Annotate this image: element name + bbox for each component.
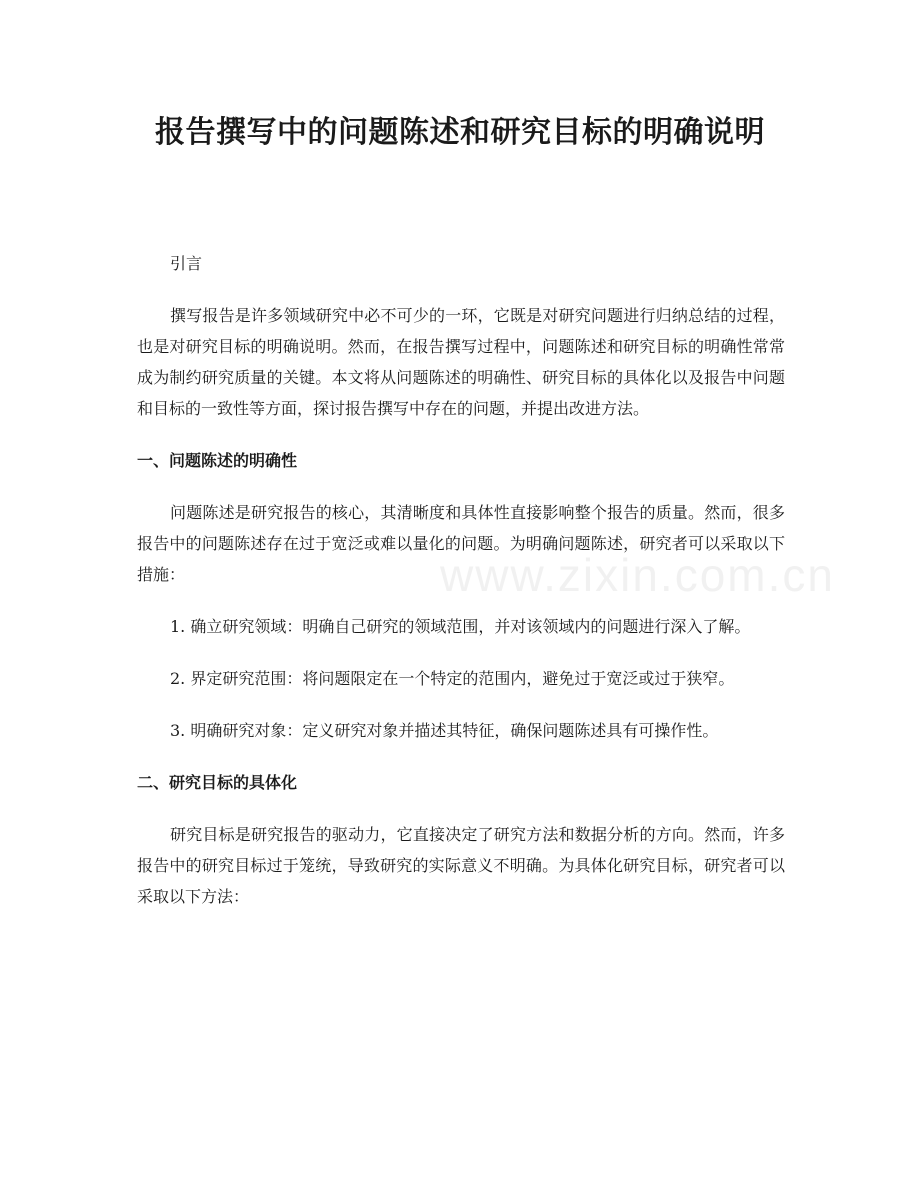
section1-item-2: 2. 界定研究范围：将问题限定在一个特定的范围内，避免过于宽泛或过于狭窄。 xyxy=(170,669,735,688)
section1-item-3: 3. 明确研究对象：定义研究对象并描述其特征，确保问题陈述具有可操作性。 xyxy=(170,721,719,740)
section2-heading: 二、研究目标的具体化 xyxy=(137,773,298,792)
document-body xyxy=(137,248,785,933)
intro-paragraph: 撰写报告是许多领域研究中必不可少的一环，它既是对研究问题进行归纳总结的过程，也是对研究目标的明确说明。然而，在报告撰写过程中，问题陈述和研究目标的明确性常常成为制约研究质量的关键。本文将从问题陈述的明确性、研究目标的具体化以及报告中问题和目标的一致性等方面，探讨报告撰写中存在的问题，并提出改进方法。 xyxy=(137,306,785,418)
intro-label: 引言 xyxy=(170,254,203,273)
section1-paragraph: 问题陈述是研究报告的核心，其清晰度和具体性直接影响整个报告的质量。然而，很多报告中的问题陈述存在过于宽泛或难以量化的问题。为明确问题陈述，研究者可以采取以下措施： xyxy=(137,503,785,584)
document-title: 报告撰写中的问题陈述和研究目标的明确说明 xyxy=(155,115,765,150)
section2-paragraph: 研究目标是研究报告的驱动力，它直接决定了研究方法和数据分析的方向。然而，许多报告中的研究目标过于笼统，导致研究的实际意义不明确。为具体化研究目标，研究者可以采取以下方法： xyxy=(137,825,785,906)
section1-item-1: 1. 确立研究领域：明确自己研究的领域范围，并对该领域内的问题进行深入了解。 xyxy=(170,617,751,636)
watermark: www.zixin.com.cn xyxy=(440,549,835,601)
section1-heading: 一、问题陈述的明确性 xyxy=(137,451,298,470)
